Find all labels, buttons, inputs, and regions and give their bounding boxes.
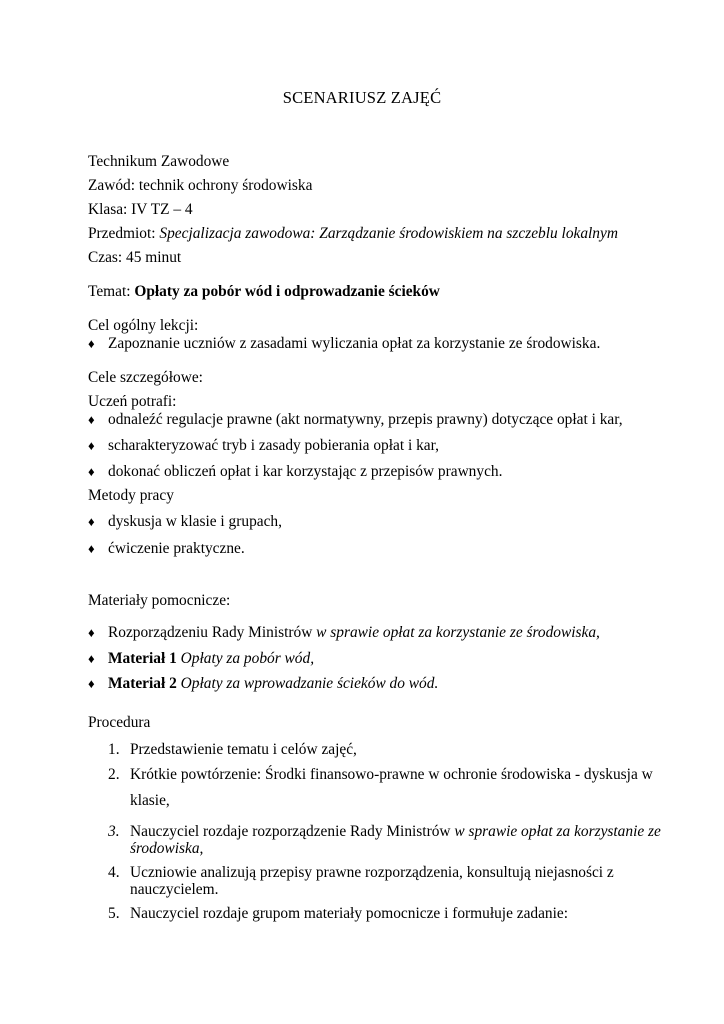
material-bold: Materiał 1 bbox=[108, 650, 181, 667]
step-number: 1. bbox=[108, 741, 120, 758]
step-text-cont: klasie, bbox=[130, 792, 170, 809]
step-text-cont: nauczycielem. bbox=[130, 881, 219, 898]
school-name: Technikum Zawodowe bbox=[88, 153, 230, 170]
step-number: 4. bbox=[108, 864, 120, 881]
step-number: 5. bbox=[108, 905, 120, 922]
diamond-bullet-icon: ♦ bbox=[88, 676, 95, 691]
diamond-bullet-icon: ♦ bbox=[88, 464, 95, 479]
general-goal-item bbox=[88, 335, 600, 353]
step-text: Krótkie powtórzenie: Środki finansowo-prawne w ochronie środowiska - dyskusja w bbox=[130, 766, 653, 783]
step-number: 3. bbox=[108, 823, 120, 840]
specific-goal-item bbox=[88, 411, 623, 429]
step-text: Uczniowie analizują przepisy prawne rozporządzenia, konsultują niejasności z bbox=[130, 864, 614, 881]
list-item-text: ćwiczenie praktyczne. bbox=[108, 540, 245, 557]
diamond-bullet-icon: ♦ bbox=[88, 412, 95, 427]
step-text: Nauczyciel rozdaje rozporządzenie Rady Ministrów w sprawie opłat za korzystanie ze bbox=[130, 823, 661, 840]
subject-value: Specjalizacja zawodowa: Zarządzanie środowiskiem na szczeblu lokalnym bbox=[159, 225, 618, 242]
profession: Zawód: technik ochrony środowiska bbox=[88, 177, 313, 194]
material-text: Rozporządzeniu Rady Ministrów bbox=[108, 624, 317, 641]
diamond-bullet-icon: ♦ bbox=[88, 336, 95, 351]
diamond-bullet-icon: ♦ bbox=[88, 651, 95, 666]
list-item-text: scharakteryzować tryb i zasady pobierania opłat i kar, bbox=[108, 437, 439, 454]
list-item-text: Zapoznanie uczniów z zasadami wyliczania opłat za korzystanie ze środowiska. bbox=[108, 335, 601, 352]
materials-heading: Materiały pomocnicze: bbox=[88, 592, 231, 609]
step-number: 2. bbox=[108, 766, 120, 783]
list-item-text: dokonać obliczeń opłat i kar korzystając z przepisów prawnych. bbox=[108, 463, 503, 480]
subject bbox=[88, 225, 618, 243]
methods-heading: Metody pracy bbox=[88, 487, 174, 504]
specific-goals-subheading: Uczeń potrafi: bbox=[88, 393, 177, 410]
document-title: SCENARIUSZ ZAJĘĆ bbox=[282, 88, 442, 107]
material-italic: w sprawie opłat za korzystanie ze środowiska, bbox=[316, 624, 600, 641]
step-text: Przedstawienie tematu i celów zajęć, bbox=[130, 741, 357, 758]
topic bbox=[88, 283, 440, 301]
diamond-bullet-icon: ♦ bbox=[88, 625, 95, 640]
class: Klasa: IV TZ – 4 bbox=[88, 201, 193, 218]
material-italic: Opłaty za wprowadzanie ścieków do wód. bbox=[180, 675, 439, 692]
material-italic: Opłaty za pobór wód, bbox=[180, 650, 315, 667]
material-item bbox=[88, 650, 314, 668]
specific-goal-item bbox=[88, 463, 502, 481]
method-item bbox=[88, 540, 245, 558]
diamond-bullet-icon: ♦ bbox=[88, 541, 95, 556]
material-item bbox=[88, 675, 438, 693]
method-item bbox=[88, 513, 282, 531]
topic-label: Temat: bbox=[88, 283, 135, 300]
step-text-cont: środowiska, bbox=[130, 840, 204, 857]
subject-label: Przedmiot: bbox=[88, 225, 160, 242]
material-bold: Materiał 2 bbox=[108, 675, 181, 692]
topic-value: Opłaty za pobór wód i odprowadzanie ścieków bbox=[134, 283, 440, 300]
specific-goals-heading: Cele szczegółowe: bbox=[88, 369, 203, 386]
time: Czas: 45 minut bbox=[88, 249, 182, 266]
list-item-text: dyskusja w klasie i grupach, bbox=[108, 513, 282, 530]
list-item-text: odnaleźć regulacje prawne (akt normatywny, przepis prawny) dotyczące opłat i kar, bbox=[108, 411, 623, 428]
material-item bbox=[88, 624, 600, 642]
specific-goal-item bbox=[88, 437, 439, 455]
diamond-bullet-icon: ♦ bbox=[88, 438, 95, 453]
general-goal-heading: Cel ogólny lekcji: bbox=[88, 317, 199, 334]
diamond-bullet-icon: ♦ bbox=[88, 514, 95, 529]
step-text: Nauczyciel rozdaje grupom materiały pomocnicze i formułuje zadanie: bbox=[130, 905, 569, 922]
procedure-heading: Procedura bbox=[88, 714, 151, 731]
